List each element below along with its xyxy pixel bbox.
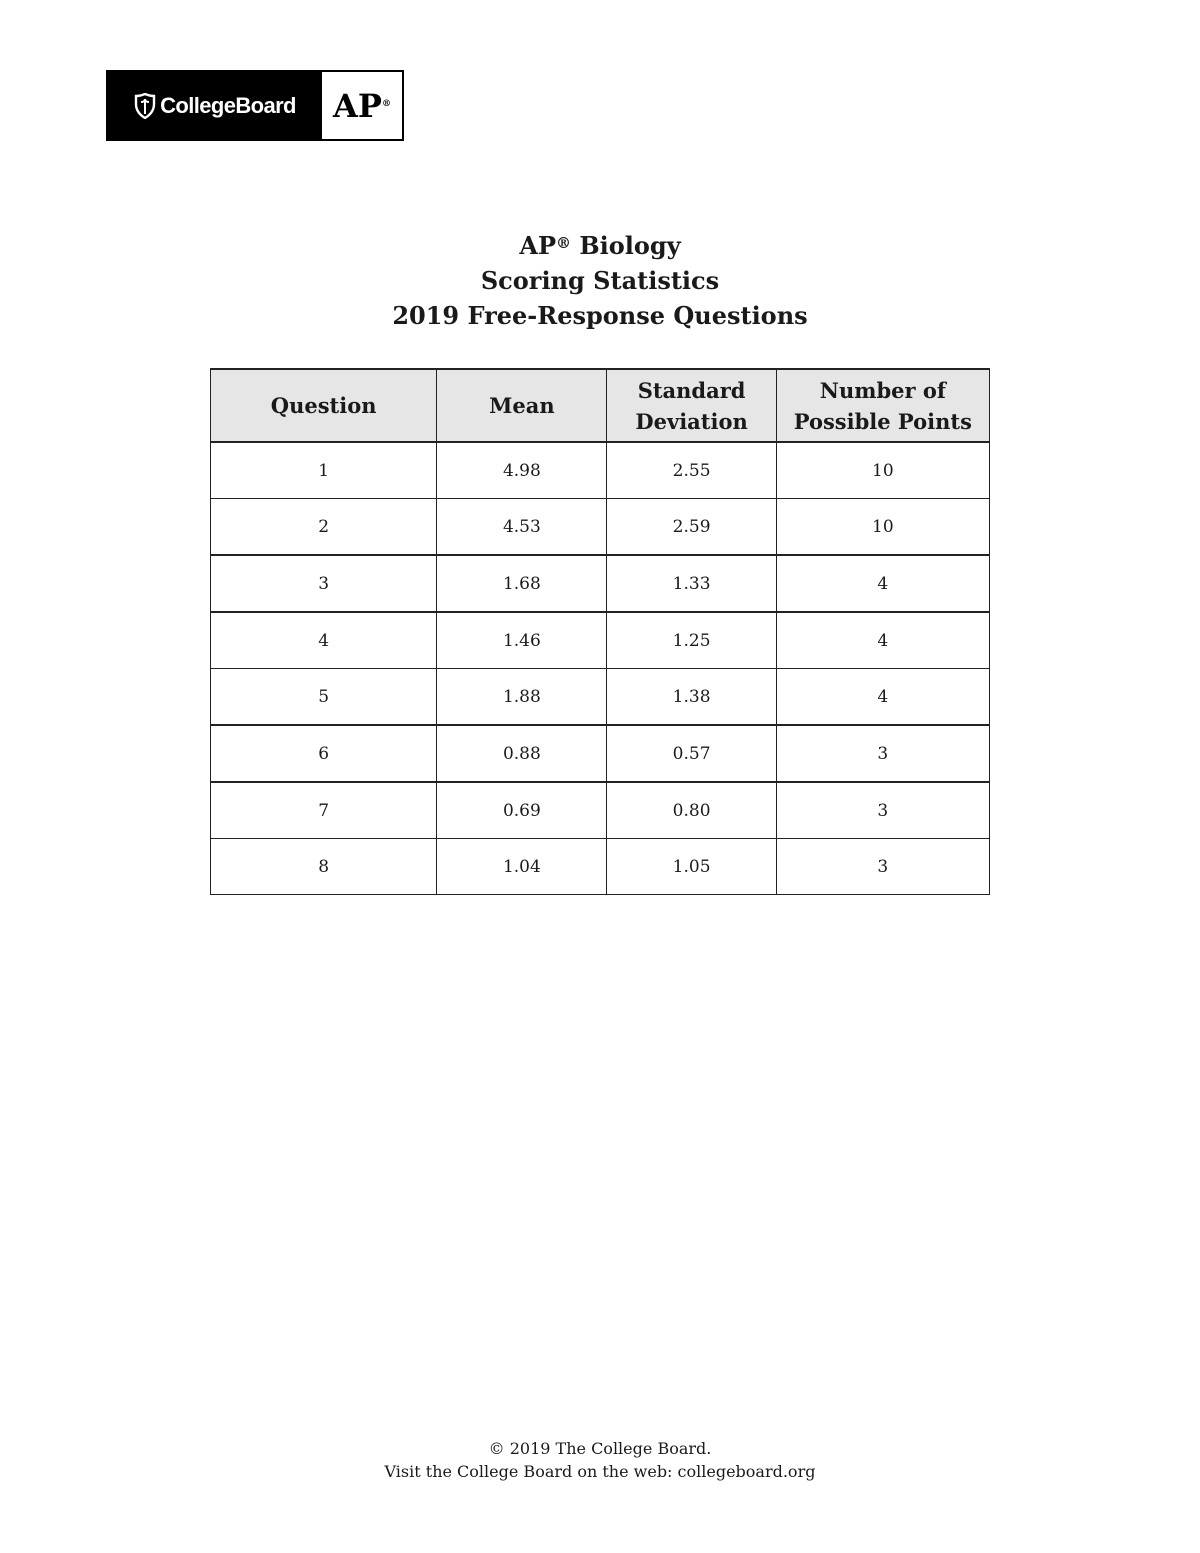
- acorn-shield-icon: [134, 93, 156, 119]
- title-line-scoring: Scoring Statistics: [480, 266, 720, 295]
- title-ap: AP: [519, 231, 557, 260]
- table-row: [211, 725, 990, 782]
- header-possible-points: [776, 369, 989, 442]
- cell-points: 3: [776, 725, 989, 782]
- collegeboard-ap-logo: [106, 70, 404, 141]
- cell-std: 1.05: [607, 839, 776, 895]
- cell-std: 0.57: [607, 725, 776, 782]
- cell-question: 6: [211, 725, 437, 782]
- table-row: [211, 669, 990, 726]
- cell-mean: 1.68: [437, 555, 607, 612]
- cell-mean: 1.46: [437, 612, 607, 669]
- ap-registered-mark: ®: [381, 98, 391, 109]
- header-mean: Mean: [437, 369, 607, 442]
- table-row: [211, 839, 990, 895]
- cell-points: 10: [776, 499, 989, 556]
- ap-text: AP: [333, 86, 382, 125]
- cell-question: 7: [211, 782, 437, 839]
- cell-question: 3: [211, 555, 437, 612]
- cell-points: 3: [776, 839, 989, 895]
- cell-points: 4: [776, 555, 989, 612]
- cell-mean: 4.53: [437, 499, 607, 556]
- cell-points: 4: [776, 669, 989, 726]
- scoring-statistics-table: [210, 368, 990, 895]
- cell-question: 4: [211, 612, 437, 669]
- cell-std: 2.55: [607, 442, 776, 499]
- cell-points: 10: [776, 442, 989, 499]
- table-header-row: [211, 369, 990, 442]
- cell-mean: 0.69: [437, 782, 607, 839]
- table-row: [211, 442, 990, 499]
- title-course: Biology: [571, 231, 681, 260]
- cell-points: 3: [776, 782, 989, 839]
- title-line-year: 2019 Free-Response Questions: [392, 301, 808, 330]
- cell-mean: 1.04: [437, 839, 607, 895]
- header-points-line1: Number of: [819, 377, 946, 403]
- table-row: [211, 782, 990, 839]
- header-question: Question: [211, 369, 437, 442]
- collegeboard-wordmark: [108, 72, 322, 139]
- collegeboard-brand-text: CollegeBoard: [160, 92, 296, 118]
- cell-mean: 1.88: [437, 669, 607, 726]
- footer-visit-text: Visit the College Board on the web: collegeboard.org: [384, 1462, 816, 1481]
- header-points-line2: Possible Points: [793, 408, 972, 434]
- cell-points: 4: [776, 612, 989, 669]
- cell-question: 8: [211, 839, 437, 895]
- table-row: [211, 499, 990, 556]
- cell-std: 2.59: [607, 499, 776, 556]
- cell-question: 2: [211, 499, 437, 556]
- document-title: [0, 228, 1200, 333]
- cell-std: 1.38: [607, 669, 776, 726]
- cell-mean: 4.98: [437, 442, 607, 499]
- cell-mean: 0.88: [437, 725, 607, 782]
- title-line-course: [0, 228, 1200, 263]
- ap-wordmark: [322, 72, 402, 139]
- header-standard-deviation: [607, 369, 776, 442]
- cell-question: 5: [211, 669, 437, 726]
- header-std-line1: Standard: [637, 377, 746, 403]
- header-std-line2: Deviation: [635, 408, 748, 434]
- cell-std: 1.25: [607, 612, 776, 669]
- footer-copyright: © 2019 The College Board.: [488, 1439, 712, 1458]
- cell-question: 1: [211, 442, 437, 499]
- cell-std: 0.80: [607, 782, 776, 839]
- title-registered-mark: ®: [556, 234, 572, 252]
- cell-std: 1.33: [607, 555, 776, 612]
- page-footer: [0, 1437, 1200, 1483]
- table-row: [211, 555, 990, 612]
- table-row: [211, 612, 990, 669]
